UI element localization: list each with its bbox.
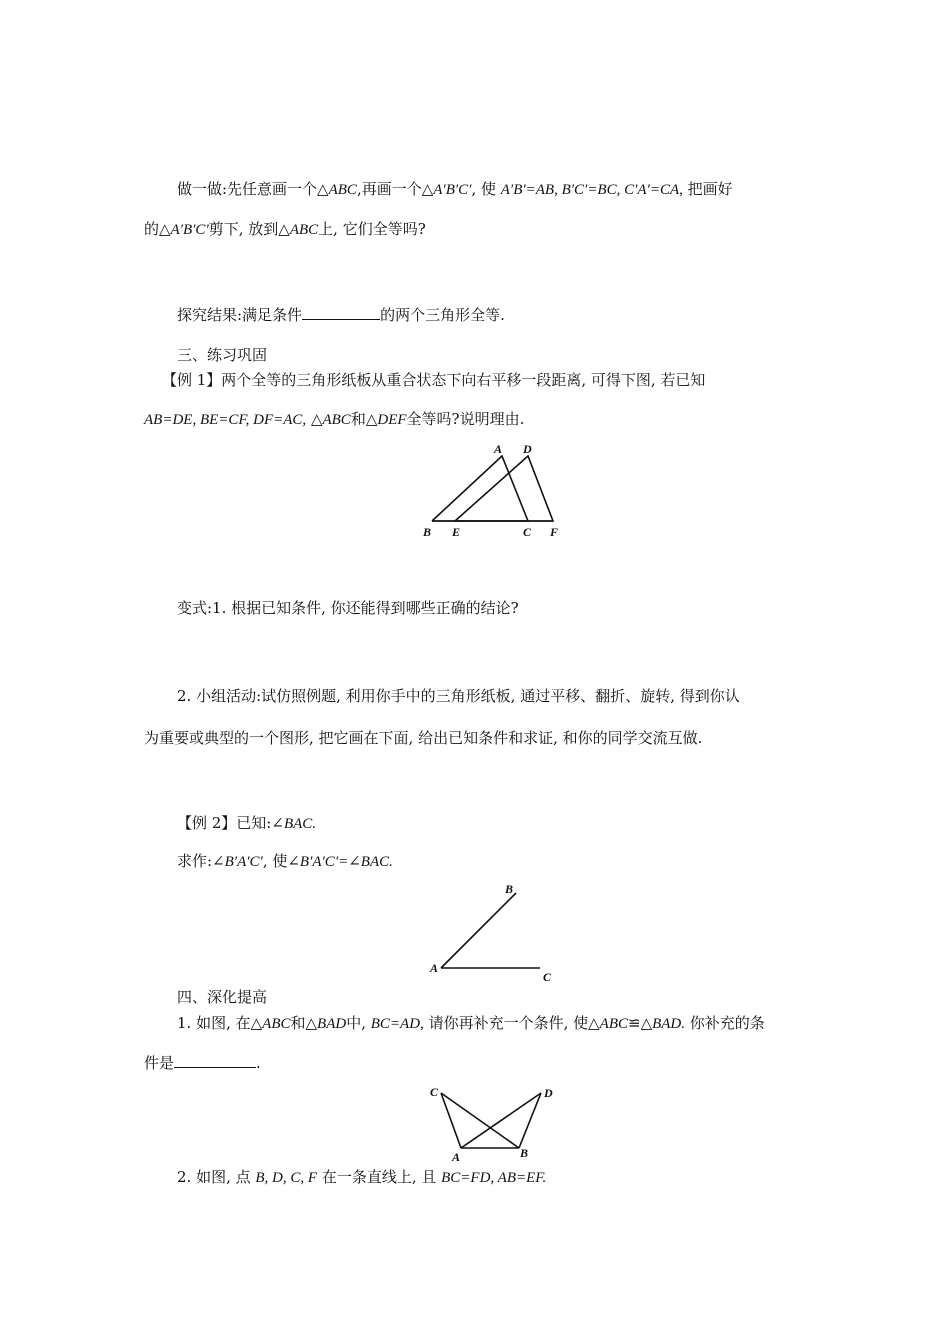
segment-cb — [441, 1093, 519, 1148]
section-heading-4: 四、深化提高 — [177, 988, 268, 1006]
example-2-given: 【例 2】已知:∠BAC. — [177, 814, 317, 832]
question-2-line-1: 2. 如图, 点 B, D, C, F 在一条直线上, 且 BC=FD, AB=EF. — [177, 1168, 547, 1186]
label-d: D — [523, 442, 532, 456]
question-1-line-2: 件是 . — [144, 1054, 261, 1072]
label-a: A — [494, 442, 503, 456]
label-f: F — [550, 525, 559, 539]
label-fig3-a: A — [452, 1150, 461, 1164]
activity-line-1: 做一做:先任意画一个△ABC,再画一个△A′B′C′, 使 A′B′=AB, B′C′=BC, C′A′=CA, 把画好 — [177, 180, 733, 198]
label-b: B — [423, 525, 432, 539]
label-c: C — [523, 525, 532, 539]
question-1-line-1: 1. 如图, 在△ABC和△BAD中, BC=AD, 请你再补充一个条件, 使△ABC≌△BAD. 你补充的条 — [177, 1014, 765, 1032]
section-heading-3: 三、练习巩固 — [177, 346, 268, 364]
label-angle-b: B — [505, 882, 514, 896]
variant-2-line-2: 为重要或典型的一个图形, 把它画在下面, 给出已知条件和求证, 和你的同学交流互做. — [144, 729, 703, 747]
segment-ca — [441, 1093, 461, 1148]
example-1-line-1: 【例 1】两个全等的三角形纸板从重合状态下向右平移一段距离, 可得下图, 若已知 — [162, 371, 706, 389]
example-1-line-2: AB=DE, BE=CF, DF=AC, △ABC和△DEF全等吗?说明理由. — [144, 410, 525, 428]
label-fig3-b: B — [520, 1146, 529, 1160]
example-2-construct: 求作:∠B′A′C′, 使∠B′A′C′=∠BAC. — [177, 852, 393, 870]
activity-line-2: 的△A′B′C′剪下, 放到△ABC上, 它们全等吗? — [144, 220, 426, 238]
label-e: E — [452, 525, 461, 539]
variant-1: 变式:1. 根据已知条件, 你还能得到哪些正确的结论? — [177, 599, 519, 617]
label-angle-c: C — [543, 970, 552, 984]
label-fig3-d: D — [544, 1086, 553, 1100]
variant-2-line-1: 2. 小组活动:试仿照例题, 利用你手中的三角形纸板, 通过平移、翻折、旋转, 得到你认 — [177, 687, 740, 705]
label-angle-a: A — [430, 961, 439, 975]
segment-ad — [461, 1093, 541, 1148]
result-line: 探究结果:满足条件 的两个三角形全等. — [177, 306, 505, 324]
label-fig3-c: C — [430, 1085, 439, 1099]
